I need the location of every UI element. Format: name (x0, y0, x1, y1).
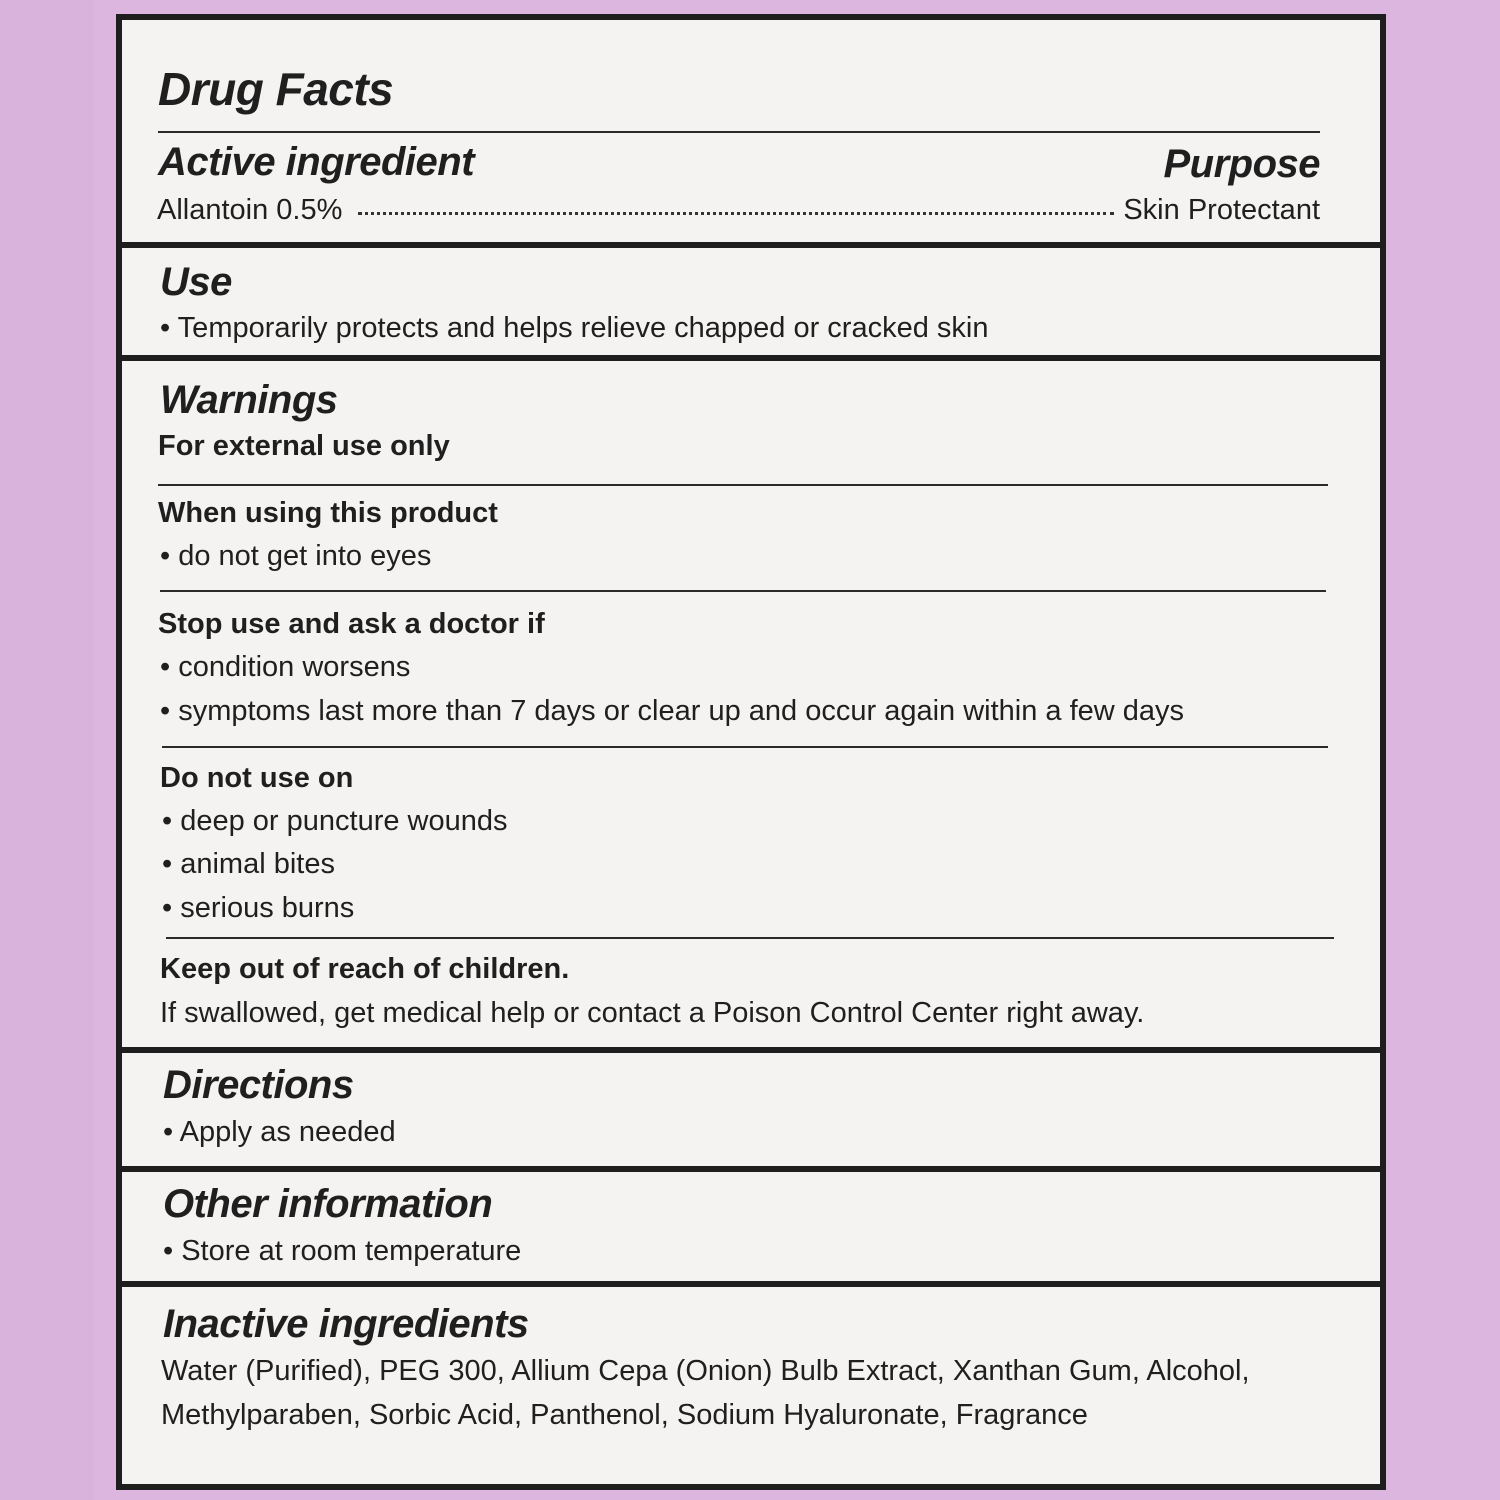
list-item: • symptoms last more than 7 days or clear up and occur again within a few days (160, 695, 1185, 727)
active-ingredient-name: Allantoin 0.5% (157, 194, 343, 226)
inactive-ingredients-line: Water (Purified), PEG 300, Allium Cepa (Onion) Bulb Extract, Xanthan Gum, Alcohol, (161, 1355, 1250, 1387)
title-rule (158, 131, 1320, 133)
list-item: • Temporarily protects and helps relieve chapped or cracked skin (160, 312, 989, 344)
list-item: • deep or puncture wounds (162, 805, 508, 837)
section-divider (116, 355, 1386, 361)
active-ingredient-purpose: Skin Protectant (1123, 194, 1320, 226)
warnings-rule (166, 937, 1334, 939)
keep-out-text: If swallowed, get medical help or contact a Poison Control Center right away. (160, 997, 1145, 1029)
section-divider (116, 242, 1386, 248)
external-use-notice: For external use only (158, 430, 450, 462)
page-title: Drug Facts (158, 63, 394, 115)
do-not-use-heading: Do not use on (160, 762, 354, 794)
section-divider (116, 1166, 1386, 1172)
warnings-rule (160, 590, 1326, 592)
directions-heading: Directions (163, 1063, 354, 1107)
warnings-heading: Warnings (160, 378, 338, 422)
warnings-rule (158, 484, 1328, 486)
warnings-rule (162, 746, 1328, 748)
other-information-heading: Other information (163, 1182, 493, 1226)
active-ingredient-heading: Active ingredient (158, 140, 475, 184)
when-using-heading: When using this product (158, 497, 498, 529)
keep-out-heading: Keep out of reach of children. (160, 953, 570, 985)
list-item: • Store at room temperature (163, 1235, 522, 1267)
use-heading: Use (160, 260, 232, 304)
inactive-ingredients-line: Methylparaben, Sorbic Acid, Panthenol, Sodium Hyaluronate, Fragrance (161, 1399, 1088, 1431)
section-divider (116, 1047, 1386, 1053)
list-item: • Apply as needed (163, 1116, 396, 1148)
list-item: • animal bites (162, 848, 335, 880)
drug-facts-label (116, 14, 1386, 1490)
purpose-heading: Purpose (1163, 142, 1320, 186)
list-item: • condition worsens (160, 651, 411, 683)
list-item: • do not get into eyes (160, 540, 432, 572)
list-item: • serious burns (162, 892, 355, 924)
dot-leader (358, 212, 1114, 215)
section-divider (116, 1281, 1386, 1287)
stop-use-heading: Stop use and ask a doctor if (158, 608, 545, 640)
inactive-ingredients-heading: Inactive ingredients (163, 1302, 529, 1346)
